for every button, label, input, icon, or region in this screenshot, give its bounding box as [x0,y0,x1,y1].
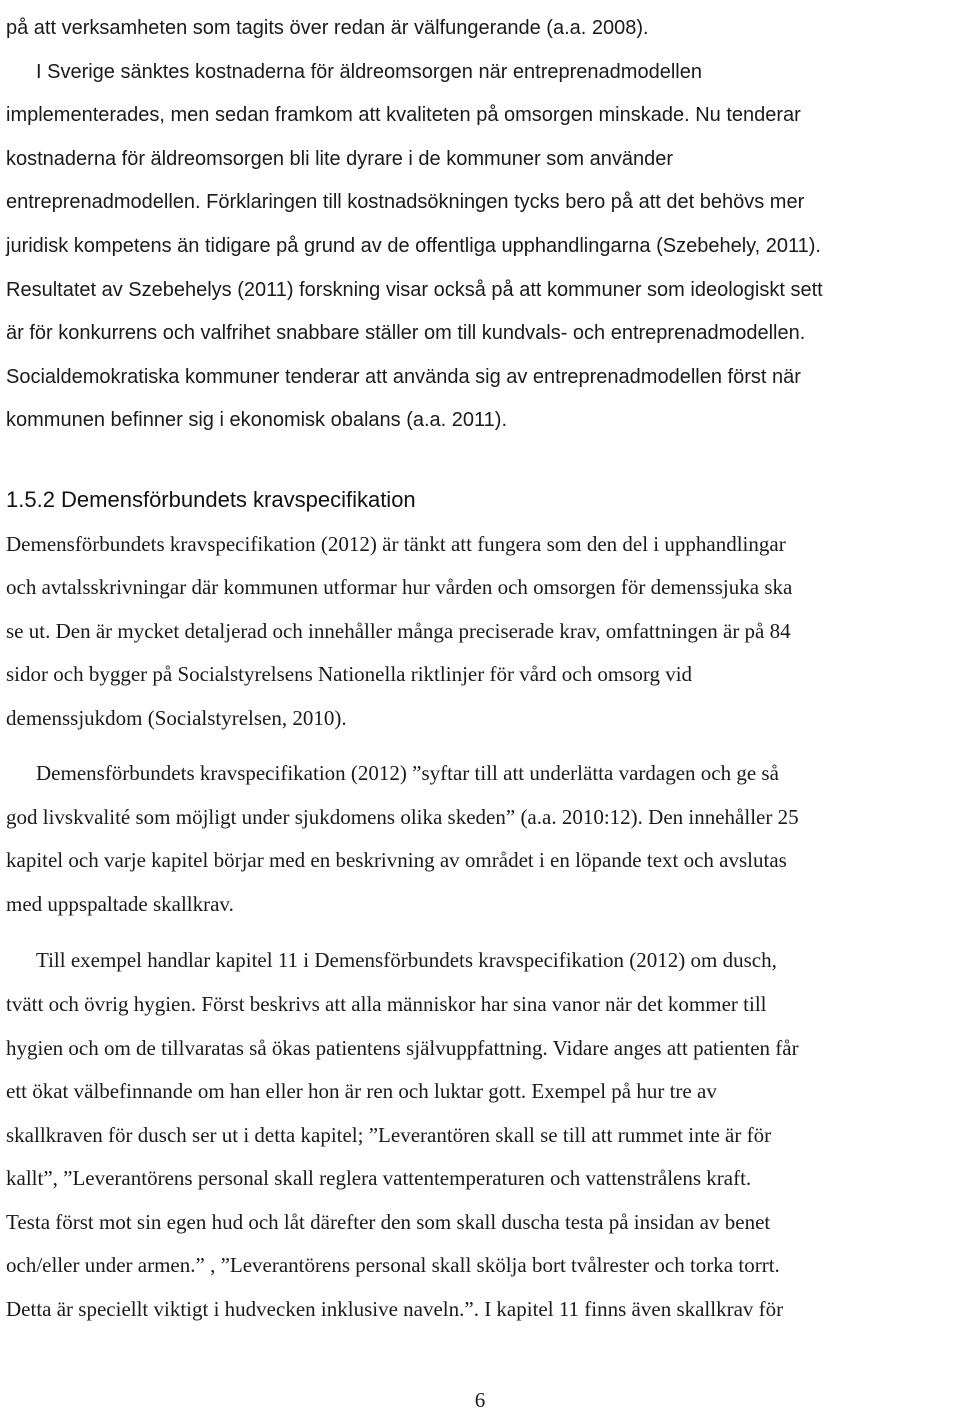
text-line: demenssjukdom (Socialstyrelsen, 2010). [6,706,347,730]
page-number: 6 [474,1388,486,1412]
text-line: implementerades, men sedan framkom att kvaliteten på omsorgen minskade. Nu tenderar [6,104,801,126]
text-line: och/eller under armen.” , ”Leverantörens personal skall skölja bort tvålrester och torka torrt. [6,1253,780,1277]
text-line: kostnaderna för äldreomsorgen bli lite dyrare i de kommuner som använder [6,148,674,170]
text-line: se ut. Den är mycket detaljerad och innehåller många preciserade krav, omfattningen är på 84 [6,619,791,643]
text-line: ett ökat välbefinnande om han eller hon är ren och luktar gott. Exempel på hur tre av [6,1079,717,1103]
text-line: med uppspaltade skallkrav. [6,892,234,916]
text-line: Demensförbundets kravspecifikation (2012) är tänkt att fungera som den del i upphandlingar [6,532,786,556]
text-line: Socialdemokratiska kommuner tenderar att använda sig av entreprenadmodellen först när [6,366,801,388]
text-line: och avtalsskrivningar där kommunen utformar hur vården och omsorgen för demenssjuka ska [6,575,793,599]
text-line: Demensförbundets kravspecifikation (2012) ”syftar till att underlätta vardagen och ge så [36,761,779,785]
text-line: tvätt och övrig hygien. Först beskrivs att alla människor har sina vanor när det kommer till [6,992,767,1016]
text-line: juridisk kompetens än tidigare på grund av de offentliga upphandlingarna (Szebehely, 2011). [6,235,821,257]
text-line: kallt”, ”Leverantörens personal skall reglera vattentemperaturen och vattenstrålens kraft. [6,1166,752,1190]
text-line: skallkraven för dusch ser ut i detta kapitel; ”Leverantören skall se till att rummet inte är för [6,1123,772,1147]
text-line: kapitel och varje kapitel börjar med en beskrivning av området i en löpande text och avslutas [6,848,787,872]
text-line: god livskvalité som möjligt under sjukdomens olika skeden” (a.a. 2010:12). Den innehåller 25 [6,805,799,829]
text-line: Detta är speciellt viktigt i hudvecken inklusive naveln.”. I kapitel 11 finns även skallkrav för [6,1297,784,1321]
text-line: är för konkurrens och valfrihet snabbare ställer om till kundvals- och entreprenadmodellen. [6,322,806,344]
text-line: entreprenadmodellen. Förklaringen till kostnadsökningen tycks bero på att det behövs mer [6,191,805,213]
text-line: Resultatet av Szebehelys (2011) forskning visar också på att kommuner som ideologiskt sett [6,279,823,301]
section-heading: 1.5.2 Demensförbundets kravspecifikation [6,487,416,512]
text-line: I Sverige sänktes kostnaderna för äldreomsorgen när entreprenadmodellen [36,61,702,83]
text-line: hygien och om de tillvaratas så ökas patientens självuppfattning. Vidare anges att patienten får [6,1036,799,1060]
text-line: Till exempel handlar kapitel 11 i Demensförbundets kravspecifikation (2012) om dusch, [36,948,777,972]
text-line: Testa först mot sin egen hud och låt därefter den som skall duscha testa på insidan av benet [6,1210,771,1234]
text-line: kommunen befinner sig i ekonomisk obalans (a.a. 2011). [6,409,508,431]
text-line: sidor och bygger på Socialstyrelsens Nationella riktlinjer för vård och omsorg vid [6,662,693,686]
text-line: på att verksamheten som tagits över redan är välfungerande (a.a. 2008). [6,17,649,39]
